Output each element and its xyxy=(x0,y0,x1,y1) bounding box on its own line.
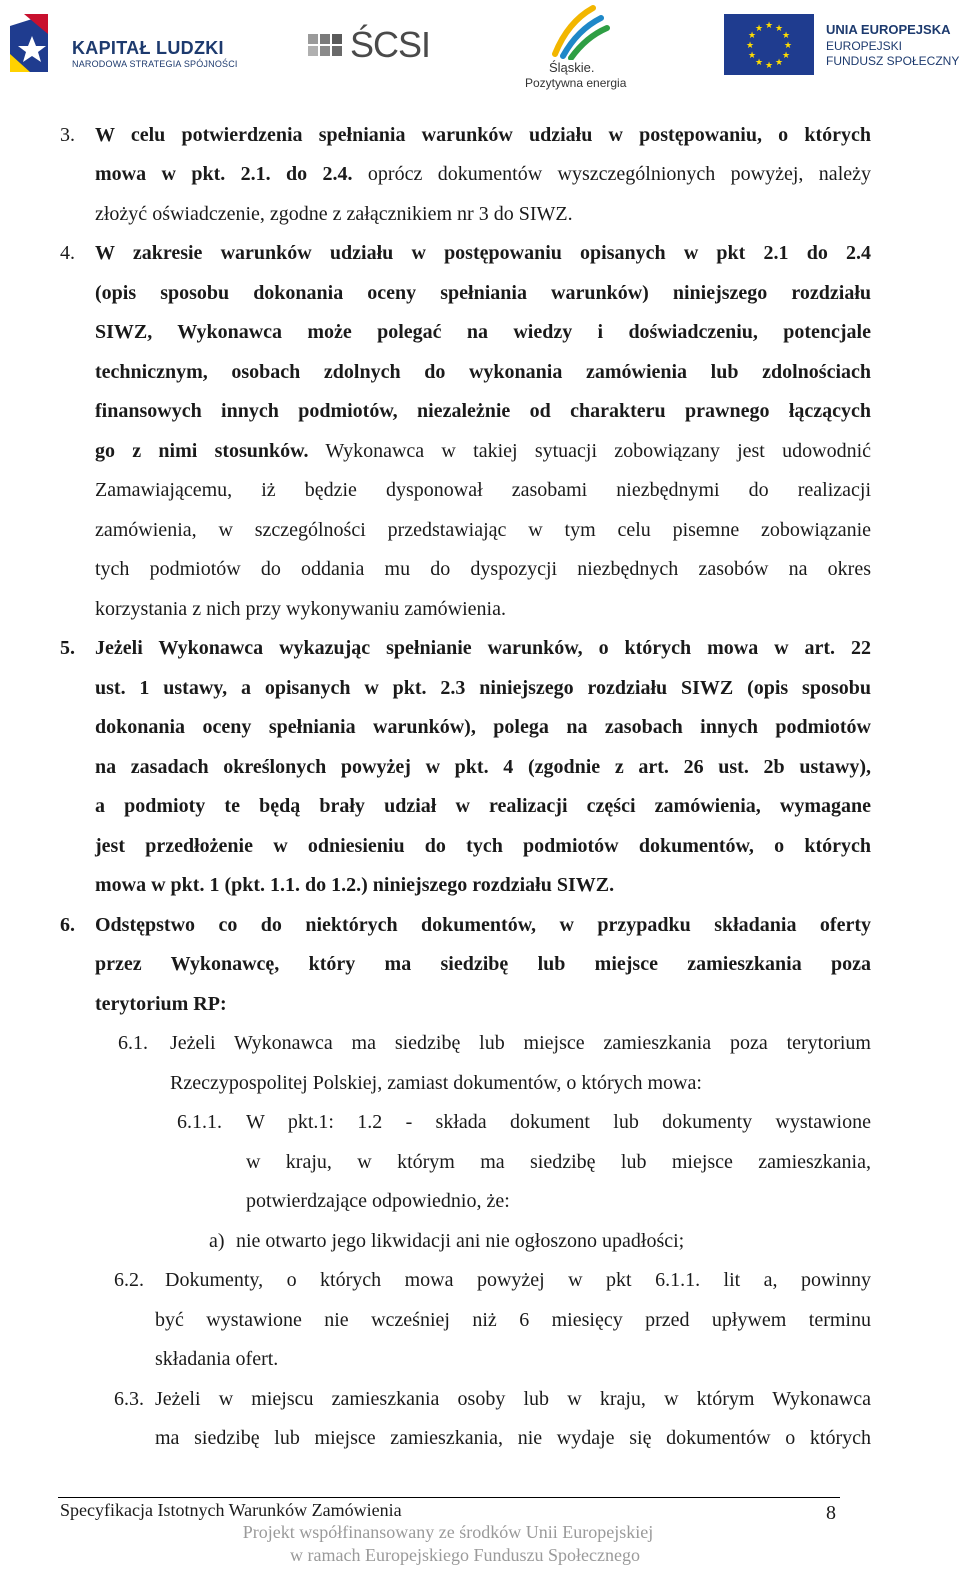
svg-text:★: ★ xyxy=(747,31,757,41)
svg-text:★: ★ xyxy=(774,24,784,34)
svg-text:★: ★ xyxy=(783,41,793,51)
text-line: technicznym, osobach zdolnych do wykonania zamówienia lub zdolnościach xyxy=(95,361,871,383)
footer-divider xyxy=(58,1497,840,1498)
slaskie-tagline: Pozytywna energia xyxy=(525,76,627,90)
svg-text:★: ★ xyxy=(764,21,774,31)
section-number: 6.2. xyxy=(114,1269,144,1291)
cofinancing-line-2: w ramach Europejskiego Funduszu Społecznego xyxy=(290,1545,640,1565)
slaskie-name: Śląskie. xyxy=(549,60,595,75)
text-line: składania ofert. xyxy=(155,1348,279,1370)
text-line: Zamawiającemu, iż będzie dysponował zasobami niezbędnymi do realizacji xyxy=(95,479,871,501)
text-line: Rzeczypospolitej Polskiej, zamiast dokumentów, o których mowa: xyxy=(170,1072,702,1094)
text-line: być wystawione nie wcześniej niż 6 miesięcy przed upływem terminu xyxy=(155,1309,871,1331)
text-line: ma siedzibę lub miejsce zamieszkania, nie wydaje się dokumentów o których xyxy=(155,1427,871,1449)
svg-text:★: ★ xyxy=(754,24,764,34)
svg-text:★: ★ xyxy=(781,51,791,61)
text-line: SIWZ, Wykonawca może polegać na wiedzy i doświadczeniu, potencjale xyxy=(95,321,871,343)
text-regular: Wykonawca w takiej sytuacji zobowiązany jest udowodnić xyxy=(308,440,871,462)
scsi-grid-icon xyxy=(306,22,348,62)
text-line: W pkt.1: 1.2 - składa dokument lub dokumenty wystawione xyxy=(246,1111,871,1133)
text-line: W zakresie warunków udziału w postępowaniu opisanych w pkt 2.1 do 2.4 xyxy=(95,242,871,264)
svg-text:★: ★ xyxy=(774,58,784,68)
text-bold: mowa w pkt. 2.1. do 2.4. xyxy=(95,163,353,185)
section-number: 3. xyxy=(60,124,75,146)
text-line: zamówienia, w szczególności przedstawiając w tym celu pisemne zobowiązanie xyxy=(95,519,871,541)
text-line: Jeżeli Wykonawca wykazując spełnianie warunków, o których mowa w art. 22 xyxy=(95,637,871,659)
page-number: 8 xyxy=(826,1502,836,1524)
text-line: Jeżeli w miejscu zamieszkania osoby lub w kraju, w którym Wykonawca xyxy=(155,1388,871,1410)
footer-title: Specyfikacja Istotnych Warunków Zamówienia xyxy=(60,1500,402,1520)
text-regular: oprócz dokumentów wyszczególnionych powyżej, należy xyxy=(352,163,871,185)
text-line: korzystania z nich przy wykonywaniu zamówienia. xyxy=(95,598,506,620)
text-line: dokonania oceny spełniania warunków), polega na zasobach innych podmiotów xyxy=(95,716,871,738)
eu-logo xyxy=(724,14,960,76)
eu-flag-icon xyxy=(724,14,814,75)
text-line: złożyć oświadczenie, zgodne z załącznikiem nr 3 do SIWZ. xyxy=(95,203,573,225)
text-line: W celu potwierdzenia spełniania warunków udziału w postępowaniu, o których xyxy=(95,124,871,146)
scsi-logo xyxy=(306,22,441,67)
kapital-ludzki-title: KAPITAŁ LUDZKI xyxy=(72,38,224,58)
kapital-ludzki-subtitle: NARODOWA STRATEGIA SPÓJNOŚCI xyxy=(72,59,238,69)
svg-text:★: ★ xyxy=(747,51,757,61)
text-line: mowa w pkt. 1 (pkt. 1.1. do 1.2.) niniejszego rozdziału SIWZ. xyxy=(95,874,615,896)
text-line: Dokumenty, o których mowa powyżej w pkt 6.1.1. lit a, powinny xyxy=(165,1269,871,1291)
svg-text:★: ★ xyxy=(754,58,764,68)
kapital-ludzki-emblem-icon xyxy=(4,8,64,78)
page-header xyxy=(0,0,960,100)
eu-line-3: FUNDUSZ SPOŁECZNY xyxy=(826,54,960,68)
text-line: nie otwarto jego likwidacji ani nie ogłoszono upadłości; xyxy=(236,1230,685,1252)
text-line: (opis sposobu dokonania oceny spełniania warunków) niniejszego rozdziału xyxy=(95,282,871,304)
text-line: terytorium RP: xyxy=(95,993,227,1015)
eu-line-1: UNIA EUROPEJSKA xyxy=(826,22,951,37)
section-number: 4. xyxy=(60,242,75,264)
section-number: 6.3. xyxy=(114,1388,144,1410)
svg-text:★: ★ xyxy=(764,61,774,71)
section-number: 6.1. xyxy=(118,1032,148,1054)
eu-line-2: EUROPEJSKI xyxy=(826,39,903,53)
section-number: 6. xyxy=(60,914,75,936)
slaskie-logo xyxy=(515,4,640,94)
text-line: w kraju, w którym ma siedzibę lub miejsce zamieszkania, xyxy=(246,1151,871,1173)
text-line xyxy=(95,162,871,186)
text-line: tych podmiotów do oddania mu do dyspozycji niezbędnych zasobów na okres xyxy=(95,558,871,580)
slaskie-swoosh-icon xyxy=(515,4,640,60)
text-line: potwierdzające odpowiednio, że: xyxy=(246,1190,510,1212)
text-line: jest przedłożenie w odniesieniu do tych podmiotów dokumentów, o których xyxy=(95,835,871,857)
section-number: 6.1.1. xyxy=(177,1111,222,1133)
text-line: na zasadach określonych powyżej w pkt. 4 (zgodnie z art. 26 ust. 2b ustawy), xyxy=(95,756,871,778)
text-line: finansowych innych podmiotów, niezależnie od charakteru prawnego łączących xyxy=(95,400,871,422)
text-line: przez Wykonawcę, który ma siedzibę lub miejsce zamieszkania poza xyxy=(95,953,871,975)
list-marker: a) xyxy=(209,1230,225,1252)
text-line: Jeżeli Wykonawca ma siedzibę lub miejsce zamieszkania poza terytorium xyxy=(170,1032,871,1054)
kapital-ludzki-logo xyxy=(4,8,254,80)
text-line: Odstępstwo co do niektórych dokumentów, w przypadku składania oferty xyxy=(95,914,871,936)
text-bold: go z nimi stosunków. xyxy=(95,440,309,462)
cofinancing-line-1: Projekt współfinansowany ze środków Unii Europejskiej xyxy=(242,1522,654,1542)
section-number: 5. xyxy=(60,637,75,659)
svg-text:★: ★ xyxy=(745,41,755,51)
scsi-wordmark: ŚCSI xyxy=(350,24,431,65)
svg-text:★: ★ xyxy=(781,31,791,41)
text-line: a podmioty te będą brały udział w realizacji części zamówienia, wymagane xyxy=(95,795,871,817)
text-line: ust. 1 ustawy, a opisanych w pkt. 2.3 niniejszego rozdziału SIWZ (opis sposobu xyxy=(95,677,871,699)
text-line xyxy=(95,439,871,463)
